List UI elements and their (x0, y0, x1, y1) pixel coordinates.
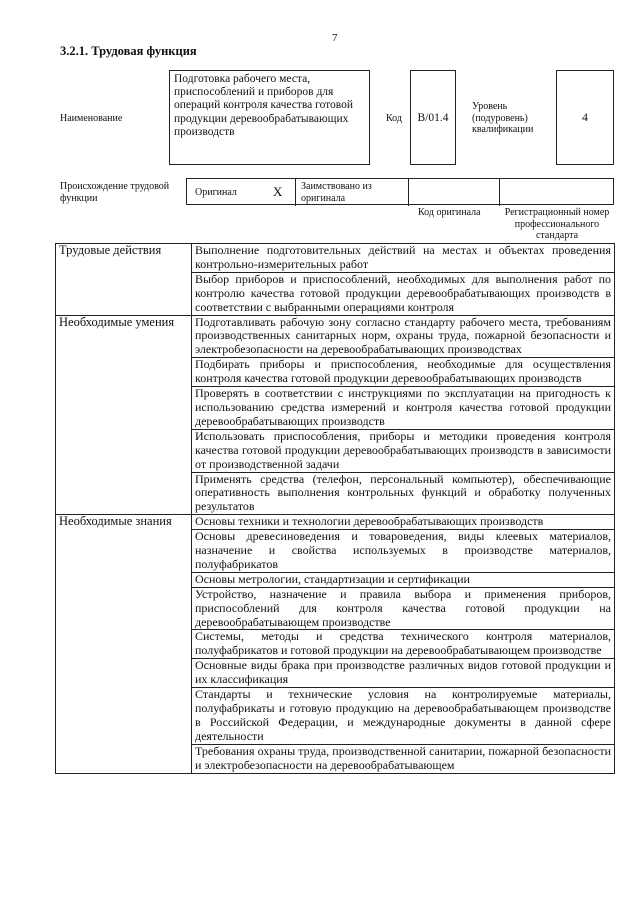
table-row (56, 515, 615, 530)
origin-registration-cell (500, 179, 615, 206)
item-cell: Выполнение подготовительных действий на местах и объектах проведения контрольно-измерительных работ (192, 244, 615, 273)
origin-label: Происхождение трудовой функции (60, 181, 170, 204)
item-cell: Основные виды брака при производстве различных видов готовой продукции и их классификация (192, 659, 615, 688)
item-cell: Подготавливать рабочую зону согласно стандарту рабочего места, требованиям производственных санитарных норм, охраны труда, пожарной безопасности и электробезопасности на деревообрабатывающих производствах (192, 315, 615, 358)
category-cell: Необходимые знания (56, 515, 192, 773)
item-cell: Основы древесиноведения и товароведения, виды клеевых материалов, назначение и свойства используемых в производстве материалов, полуфабрикатов (192, 530, 615, 573)
level-label: Уровень (подуровень) квалификации (472, 101, 534, 135)
original-code-label: Код оригинала (418, 207, 481, 218)
table-row (56, 244, 615, 273)
item-cell: Выбор приборов и приспособлений, необходимых для выполнения работ по контролю качества готовой продукции деревообрабатывающих производств в соответствии с выбранными операциями контроля (192, 272, 615, 315)
name-label: Наименование (60, 113, 123, 124)
code-label: Код (386, 113, 402, 124)
level-box: 4 (556, 70, 614, 165)
item-cell: Подбирать приборы и приспособления, необходимые для осуществления контроля качества готовой продукции деревообрабатывающих производств (192, 358, 615, 387)
origin-code-cell (409, 179, 500, 206)
item-cell: Использовать приспособления, приборы и методики проведения контроля качества готовой продукции деревообрабатывающих производств в зависимости от производственной задачи (192, 429, 615, 472)
item-cell: Устройство, назначение и правила выбора и применения приборов, приспособлений для контроля качества готовой продукции на деревообрабатывающем производстве (192, 587, 615, 630)
origin-borrowed-cell (296, 179, 409, 206)
item-cell: Проверять в соответствии с инструкциями по эксплуатации на пригодность к использованию средства измерений и контроля качества готовой продукции деревообрабатывающих производств (192, 387, 615, 430)
table-row (56, 315, 615, 358)
category-cell: Трудовые действия (56, 244, 192, 316)
function-name-box: Подготовка рабочего места, приспособлений и приборов для операций контроля качества готовой продукции деревообрабатывающих производств (169, 70, 370, 165)
original-mark: X (273, 184, 283, 199)
competency-table (55, 243, 615, 774)
original-label: Оригинал (195, 187, 237, 198)
item-cell: Применять средства (телефон, персональный компьютер), обеспечивающие оперативность выполнения контрольных функций и обработку полученных результатов (192, 472, 615, 515)
item-cell: Основы техники и технологии деревообрабатывающих производств (192, 515, 615, 530)
section-title: 3.2.1. Трудовая функция (60, 44, 197, 58)
borrowed-label: Заимствовано из оригинала (301, 181, 372, 204)
item-cell: Стандарты и технические условия на контролируемые материалы, полуфабрикаты и готовую продукцию на деревообрабатывающем производстве в Российской Федерации, и международные документы в данной сфере деятельности (192, 688, 615, 745)
origin-table (186, 178, 614, 205)
category-cell: Необходимые умения (56, 315, 192, 515)
item-cell: Основы метрологии, стандартизации и сертификации (192, 572, 615, 587)
code-box: B/01.4 (410, 70, 456, 165)
item-cell: Системы, методы и средства технического контроля материалов, полуфабрикатов и готовой продукции на деревообрабатывающем производстве (192, 630, 615, 659)
origin-original-cell (187, 179, 296, 206)
page-number: 7 (332, 32, 338, 44)
registration-number-label: Регистрационный номер профессионального стандарта (504, 207, 610, 241)
item-cell: Требования охраны труда, производственной санитарии, пожарной безопасности и электробезопасности на деревообрабатывающем (192, 744, 615, 773)
